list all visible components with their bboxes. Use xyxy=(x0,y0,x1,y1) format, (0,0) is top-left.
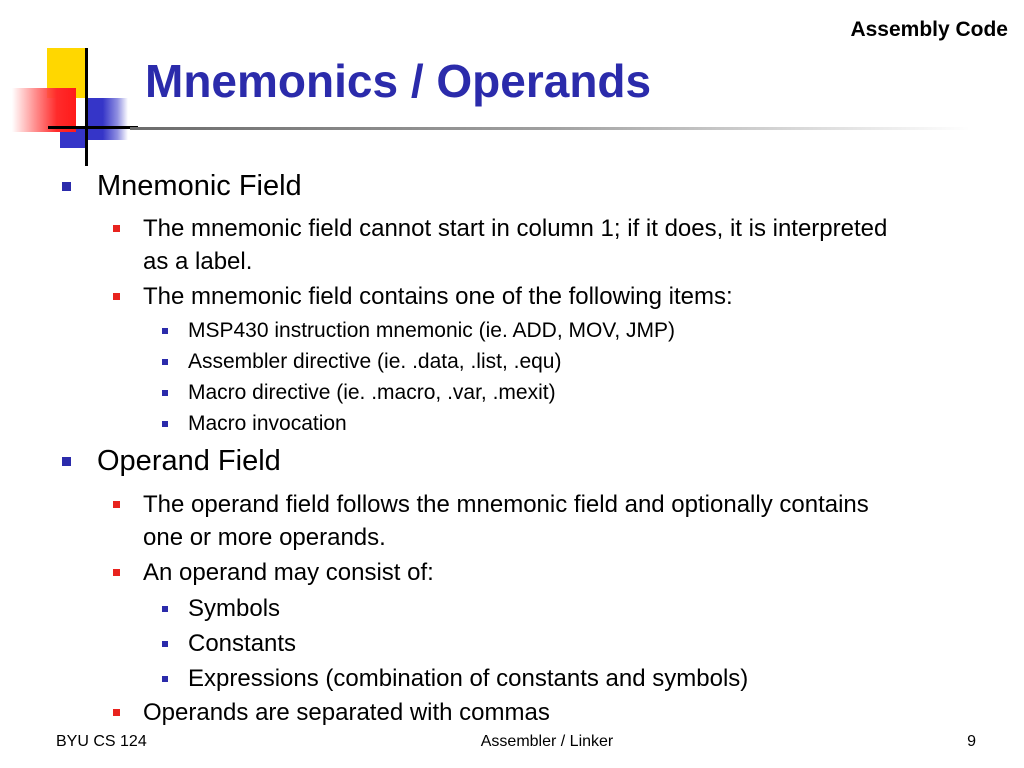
logo-vertical-line xyxy=(85,48,88,166)
page-number: 9 xyxy=(967,733,976,750)
sub-list-item xyxy=(0,377,1024,408)
logo-blue-square xyxy=(86,98,128,140)
bullet-square-icon xyxy=(162,328,168,334)
section-heading-text: Mnemonic Field xyxy=(97,170,302,202)
title-underline xyxy=(130,127,970,130)
sub-list-item xyxy=(0,626,1024,661)
sub-list-item-text: Constants xyxy=(188,629,297,657)
list-item xyxy=(0,488,1024,554)
section-heading-operand-field xyxy=(0,443,1024,479)
bullet-square-icon xyxy=(162,641,168,647)
slide-content xyxy=(0,168,1024,731)
logo-horizontal-line xyxy=(48,126,138,129)
slide-title: Mnemonics / Operands xyxy=(145,55,652,107)
list-item xyxy=(0,696,1024,729)
list-item xyxy=(0,280,1024,313)
sub-list-item-text: Assembler directive (ie. .data, .list, .equ) xyxy=(188,350,562,374)
bullet-square-icon xyxy=(162,359,168,365)
sub-list-item xyxy=(0,661,1024,696)
list-item xyxy=(0,212,1024,278)
list-item xyxy=(0,556,1024,589)
footer-topic: Assembler / Linker xyxy=(480,733,614,750)
list-item-text: The mnemonic field contains one of the following items: xyxy=(143,283,733,311)
bullet-square-icon xyxy=(113,569,120,576)
list-item-text: The operand field follows the mnemonic field and optionally contains one or more operands. xyxy=(143,490,869,551)
bullet-square-icon xyxy=(62,457,71,466)
sub-list-item-text: MSP430 instruction mnemonic (ie. ADD, MOV, JMP) xyxy=(188,319,676,343)
bullet-square-icon xyxy=(162,390,168,396)
bullet-square-icon xyxy=(113,293,120,300)
bullet-square-icon xyxy=(162,421,168,427)
sub-list-item xyxy=(0,346,1024,377)
bullet-square-icon xyxy=(113,501,120,508)
sub-list-item-text: Symbols xyxy=(188,594,281,622)
list-item-text: Operands are separated with commas xyxy=(143,698,550,726)
corner-label: Assembly Code xyxy=(850,18,1008,41)
sub-list-item-text: Expressions (combination of constants and symbols) xyxy=(188,664,749,692)
sub-list-item xyxy=(0,408,1024,439)
sub-list-item-text: Macro directive (ie. .macro, .var, .mexit) xyxy=(188,381,556,405)
sub-list-item xyxy=(0,315,1024,346)
list-item-text: The mnemonic field cannot start in column 1; if it does, it is interpreted as a label. xyxy=(143,215,888,276)
section-heading-mnemonic-field xyxy=(0,168,1024,204)
bullet-square-icon xyxy=(113,709,120,716)
bullet-square-icon xyxy=(162,606,168,612)
sub-list-item-text: Macro invocation xyxy=(188,412,347,436)
bullet-square-icon xyxy=(113,225,120,232)
section-heading-text: Operand Field xyxy=(97,445,281,478)
bullet-square-icon xyxy=(162,676,168,682)
sub-list-item xyxy=(0,591,1024,626)
footer-course: BYU CS 124 xyxy=(56,733,147,750)
list-item-text: An operand may consist of: xyxy=(143,558,434,586)
bullet-square-icon xyxy=(62,182,71,191)
